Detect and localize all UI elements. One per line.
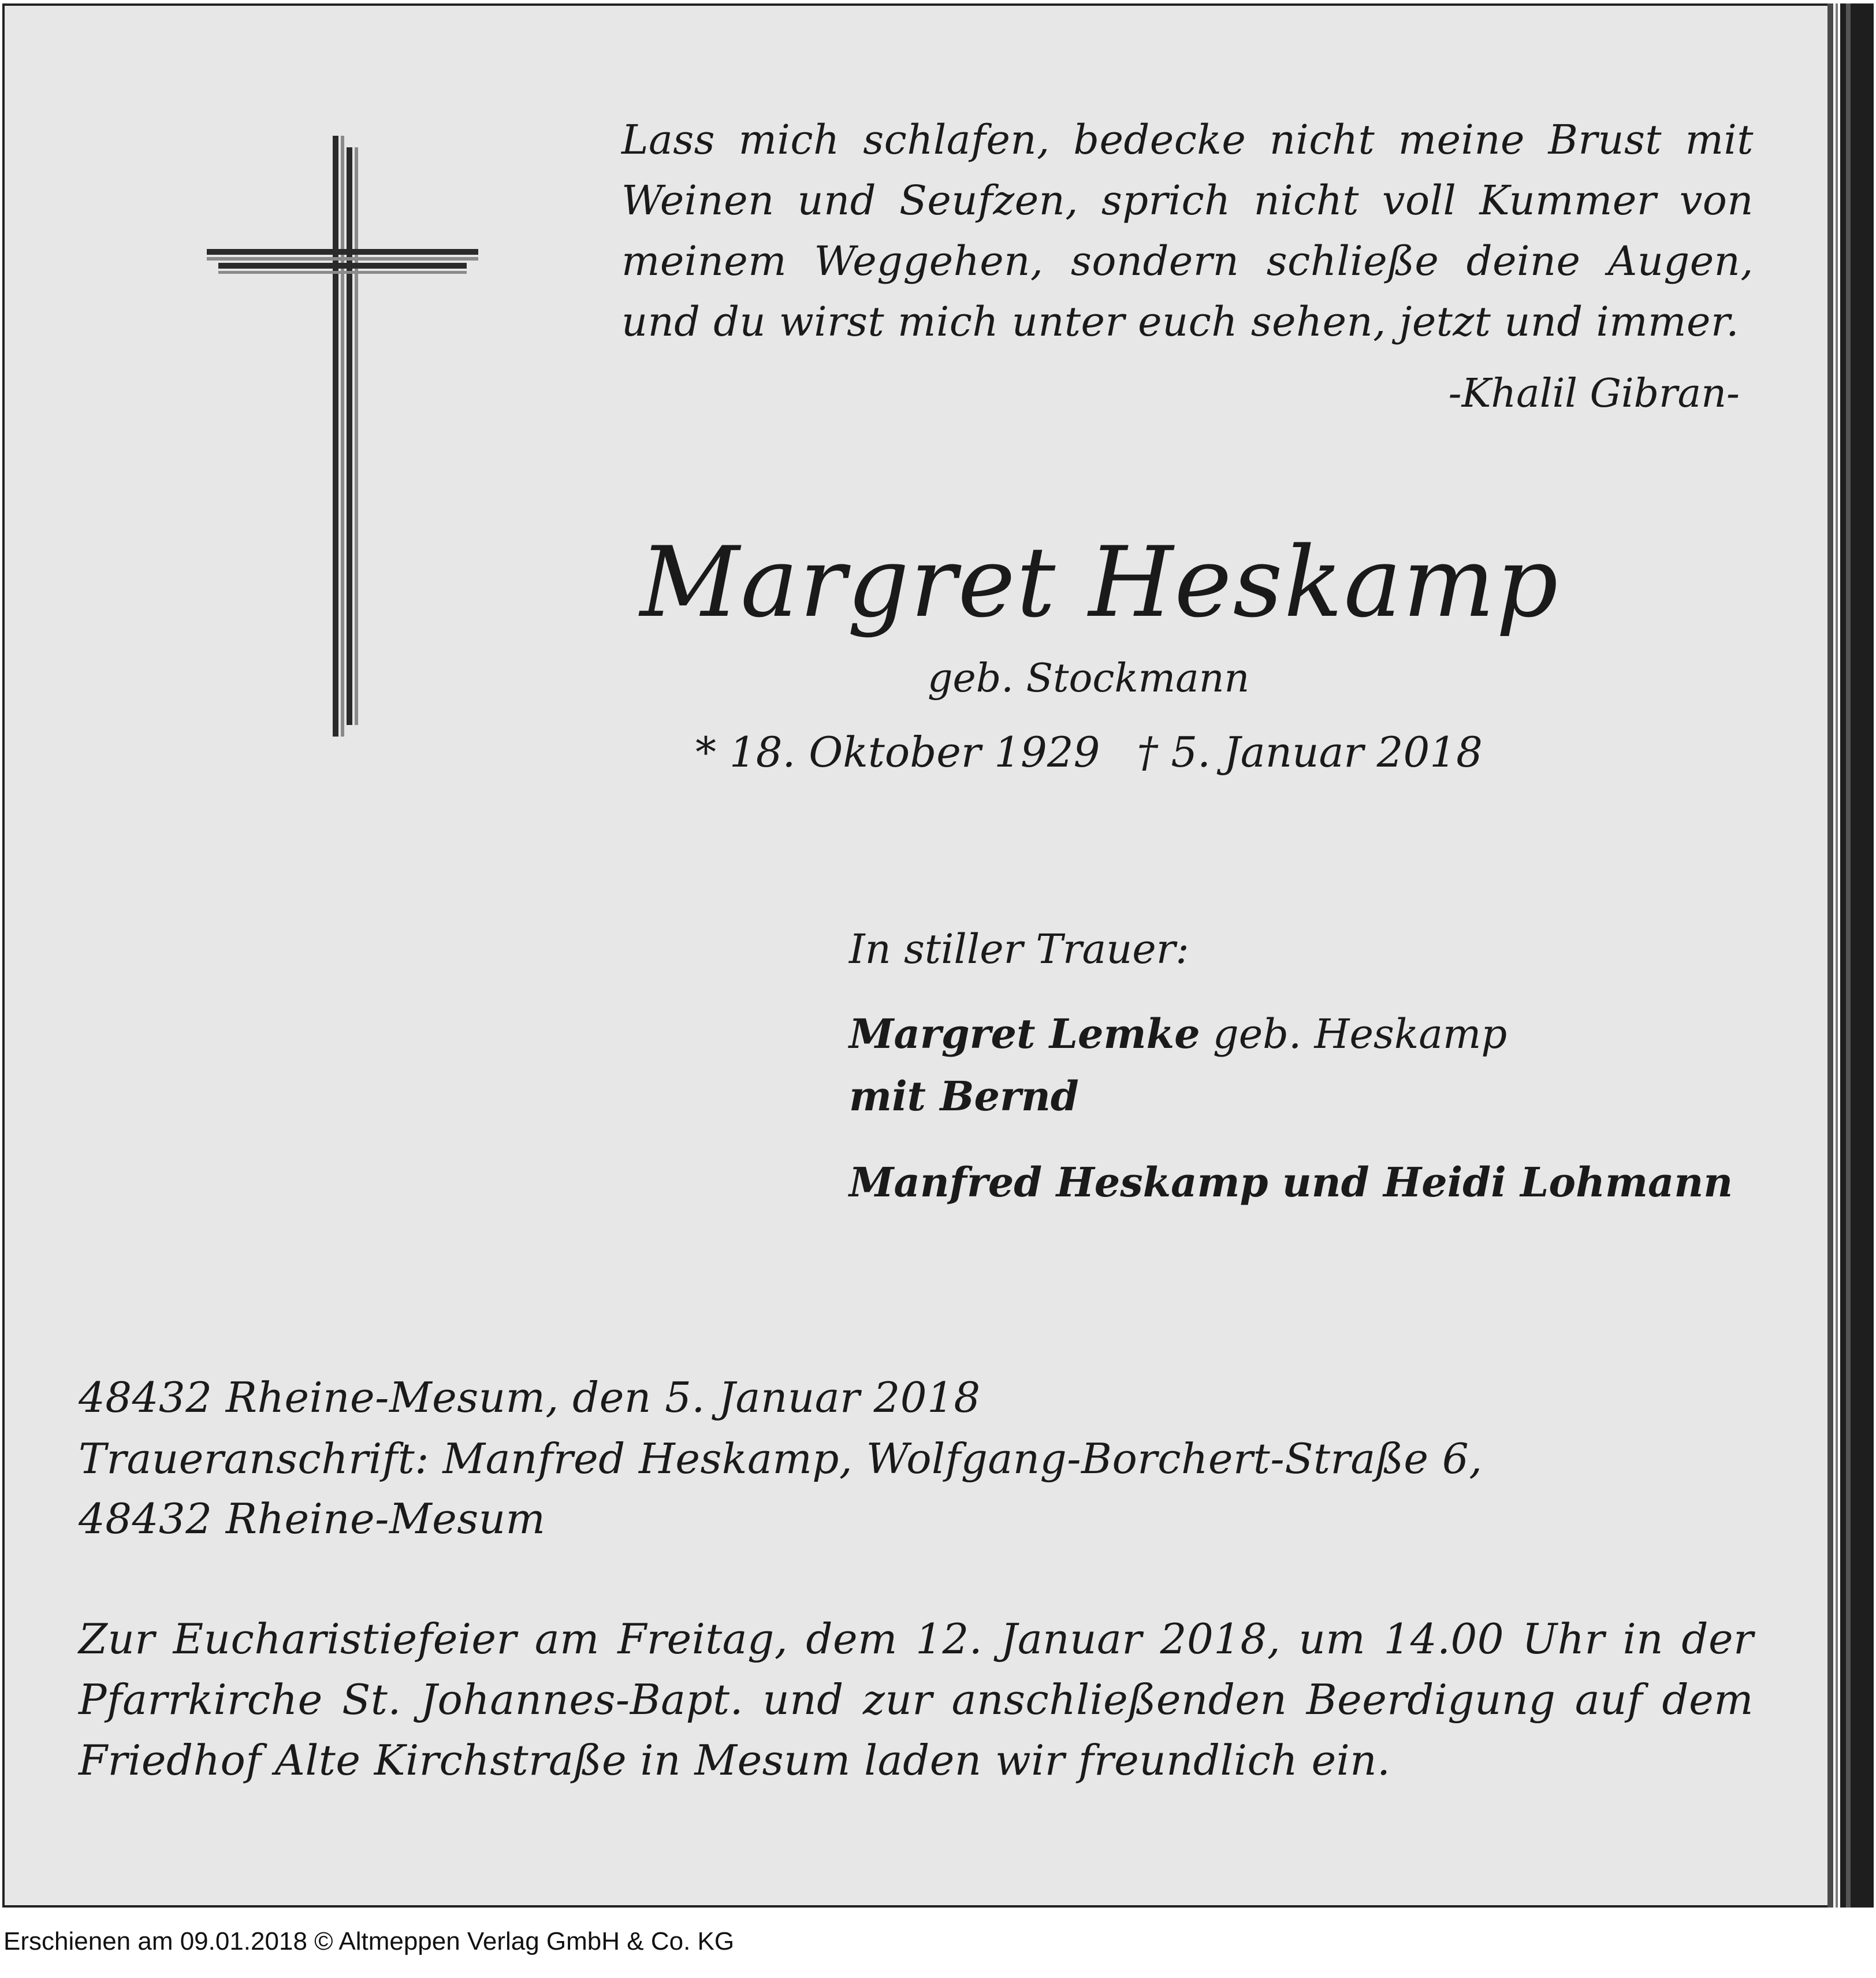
mourner-entry [849, 1010, 1507, 1058]
service-line: Friedhof Alte Kirchstraße in Mesum laden wir freundlich ein. [79, 1736, 1391, 1784]
quote-line: Lass mich schlafen, bedecke nicht meine Brust mit [621, 116, 1754, 163]
service-invitation [79, 1609, 1754, 1791]
place-date-line: 48432 Rheine-Mesum, den 5. Januar 2018 [79, 1373, 981, 1422]
mourning-address-city: 48432 Rheine-Mesum [79, 1494, 546, 1543]
cross-icon [207, 136, 478, 737]
mourner-detail: geb. Heskamp [1200, 1010, 1508, 1058]
quote-line: meinem Weggehen, sondern schließe deine Augen, [621, 237, 1754, 285]
mourner-name: Manfred Heskamp und Heidi Lohmann [849, 1158, 1733, 1206]
mourning-address-line: Traueranschrift: Manfred Heskamp, Wolfgang-Borchert-Straße 6, [79, 1434, 1483, 1483]
mourners-title: In stiller Trauer: [849, 925, 1189, 973]
quote-text [621, 110, 1754, 352]
mourner-entry [849, 1072, 1079, 1120]
mourner-name: Margret Lemke [849, 1010, 1200, 1058]
quote-author: -Khalil Gibran- [1448, 371, 1740, 417]
publication-footer: Erschienen am 09.01.2018 © Altmeppen Verlag GmbH & Co. KG [3, 1927, 735, 1955]
birth-name: geb. Stockmann [928, 656, 1250, 701]
mourner-entry [849, 1158, 1733, 1206]
notice-frame-edge [1827, 3, 1874, 1908]
quote-line: Weinen und Seufzen, sprich nicht voll Kummer von [621, 177, 1754, 224]
birth-date: * 18. Oktober 1929 [695, 728, 1100, 776]
deceased-name: Margret Heskamp [640, 526, 1559, 639]
life-dates [695, 728, 1483, 776]
obituary-notice [2, 3, 1838, 1908]
service-line: Pfarrkirche St. Johannes-Bapt. und zur anschließenden Beerdigung auf dem [79, 1675, 1754, 1724]
mourner-name: mit Bernd [849, 1072, 1079, 1120]
service-line: Zur Eucharistiefeier am Freitag, dem 12. Januar 2018, um 14.00 Uhr in der [79, 1615, 1754, 1663]
quote-line: und du wirst mich unter euch sehen, jetzt und immer. [621, 298, 1740, 345]
death-date: † 5. Januar 2018 [1137, 728, 1483, 776]
